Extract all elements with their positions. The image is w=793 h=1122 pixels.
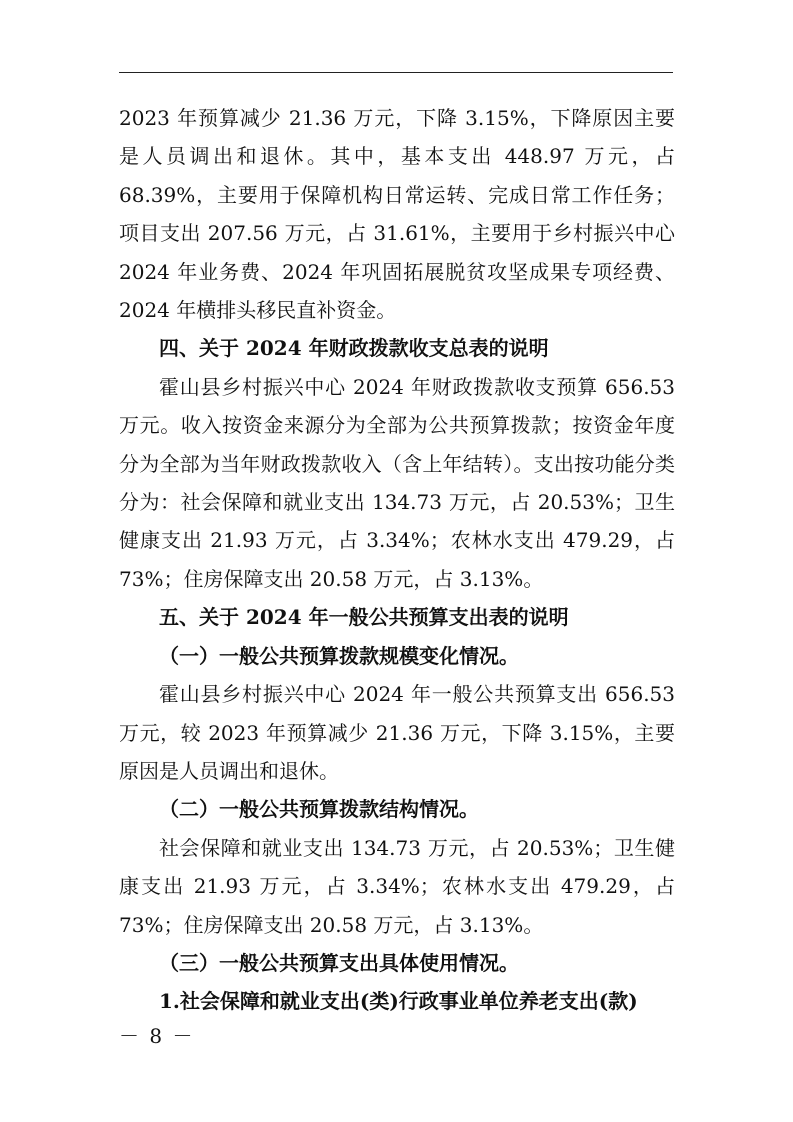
subheading-social-security-item: 1.社会保障和就业支出(类)行政事业单位养老支出(款)	[159, 989, 638, 1014]
subheading-scale-change: （一）一般公共预算拨款规模变化情况。	[159, 643, 519, 668]
subheading-specific-use: （三）一般公共预算支出具体使用情况。	[159, 950, 519, 975]
header-rule	[119, 72, 673, 73]
page-number: － 8 －	[119, 1024, 195, 1048]
paragraph-fiscal-summary: 霍山县乡村振兴中心 2024 年财政拨款收支预算 656.53 万元。收入按资金来源分为全部为公共预算拨款；按资金年度分为全部为当年财政拨款收入（含上年结转）。支出按功能分类分为：社会保障和就业支出 134.73 万元，占 20.53%；卫生健康支出 21.93 万元，占 3.34%；农林水支出 479.29，占 73%；住房保障支出 20.58 万元，占 3.13%。	[119, 374, 675, 591]
paragraph-structure: 社会保障和就业支出 134.73 万元，占 20.53%；卫生健康支出 21.93 万元，占 3.34%；农林水支出 479.29，占 73%；住房保障支出 20.58 万元，占 3.13%。	[119, 835, 675, 937]
section-heading-4: 四、关于 2024 年财政拨款收支总表的说明	[159, 336, 549, 361]
paragraph-scale-change: 霍山县乡村振兴中心 2024 年一般公共预算支出 656.53 万元，较 2023 年预算减少 21.36 万元，下降 3.15%，主要原因是人员调出和退休。	[119, 682, 675, 783]
paragraph-budget-continuation: 2023 年预算减少 21.36 万元，下降 3.15%，下降原因主要是人员调出和退休。其中，基本支出 448.97 万元，占 68.39%，主要用于保障机构日常运转、完成日常工作任务；项目支出 207.56 万元，占 31.61%，主要用于乡村振兴中心 2024 年业务费、2024 年巩固拓展脱贫攻坚成果专项经费、2024 年横排头移民直补资金。	[119, 106, 675, 323]
section-heading-5: 五、关于 2024 年一般公共预算支出表的说明	[159, 605, 569, 630]
document-body	[119, 99, 675, 1021]
subheading-structure: （二）一般公共预算拨款结构情况。	[159, 797, 479, 822]
